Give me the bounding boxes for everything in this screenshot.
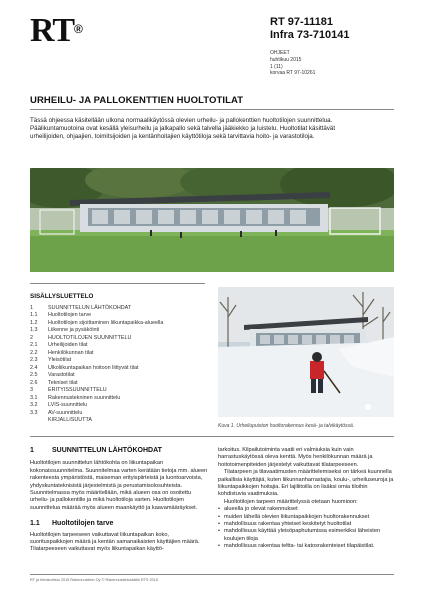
subsection-title: Huoltotilojen tarve bbox=[52, 520, 114, 528]
subsection-number: 1.1 bbox=[30, 520, 40, 528]
page-footer: RT ja Infrakortisto 2015 Rakennustieto Oy © Rakennustietosäätiö RTS 2015 bbox=[30, 578, 158, 582]
section-heading bbox=[30, 447, 208, 454]
meta-line: OHJEET bbox=[270, 50, 290, 56]
right-paragraph: Tilatarpeen ja tilavaatimusten määrittelemiseksi on tärkeä kuunnella paikallisia käyttäjiä, kuten liikunnanharrastajia, koulu-, urheiluseuroja ja liikuntapaikkojen hoitajia. Eri lajiliitoilla on lisäksi omia tiloihin kohdistuvia vaatimuksia. bbox=[218, 469, 394, 498]
toc-label: Henkilökunnan tilat bbox=[48, 349, 94, 356]
toc-item bbox=[30, 380, 205, 388]
list-item: • mahdollisuus rakentaa yhteiset keskitetyt huoltotilat bbox=[218, 521, 394, 528]
footer-divider bbox=[30, 574, 394, 575]
toc-label: AV-suunnittelu bbox=[48, 409, 83, 416]
field-building-photo bbox=[30, 168, 394, 272]
toc-item bbox=[30, 387, 205, 395]
toc-num: 2.4 bbox=[30, 364, 38, 371]
toc-num: 2.6 bbox=[30, 379, 38, 386]
main-photo bbox=[30, 168, 394, 272]
table-of-contents bbox=[30, 293, 205, 425]
toc-label: Huoltotilojen sijoittaminen liikuntapaikka-alueella bbox=[48, 319, 164, 326]
page-title: URHEILU- JA PALLOKENTTIEN HUOLTOTILAT bbox=[30, 95, 244, 106]
toc-num: 2.3 bbox=[30, 357, 38, 363]
toc-item bbox=[30, 357, 205, 365]
meta-line: huhtikuu 2015 bbox=[270, 56, 302, 63]
right-paragraph: tarkoitus. Kilpailutoiminta vaatii eri valmiuksia kuin vain harrastuskäytössä oleva kenttä. Myös henkilökunnan määrä ja hoitotoimenpiteiden järjestelyt vaikuttavat tilatarpeeseen. bbox=[218, 447, 373, 468]
toc-label: Huoltotilojen tarve bbox=[48, 312, 92, 318]
right-column bbox=[218, 447, 394, 551]
toc-num: 3.2 bbox=[30, 402, 38, 408]
rt-logo bbox=[30, 14, 82, 48]
toc-label: Rakennustekninen suunnittelu bbox=[48, 394, 121, 401]
section-title: SUUNNITTELUN LÄHTÖKOHDAT bbox=[52, 447, 162, 454]
list-item: • alueella jo olevat rakennukset bbox=[218, 506, 394, 513]
logo-registered-mark: ® bbox=[74, 22, 82, 36]
toc-item bbox=[30, 335, 205, 343]
meta-line: 1 (11) bbox=[270, 63, 283, 70]
section-divider bbox=[30, 436, 394, 437]
toc-num: 1.2 bbox=[30, 319, 38, 326]
toc-label: Varastotilat bbox=[48, 372, 75, 378]
toc-item bbox=[30, 305, 205, 313]
toc-item bbox=[30, 327, 205, 335]
toc-num: 2.5 bbox=[30, 372, 38, 378]
winter-photo bbox=[218, 287, 394, 417]
right-paragraph: Huoltotilojen tarpeen määrittelyssä otetaan huomioon: bbox=[224, 498, 358, 505]
left-column bbox=[30, 447, 208, 554]
toc-label: LVIS-suunnittelu bbox=[48, 402, 88, 408]
toc-label: HUOLTOTILOJEN SUUNNITTELU bbox=[48, 334, 132, 341]
toc-label: KIRJALLISUUTTA bbox=[48, 417, 92, 423]
toc-num: 2 bbox=[30, 334, 33, 341]
toc-item bbox=[30, 350, 205, 358]
list-item: • mahdollisuus käyttää yleisöpaphutumissa esimerkiksi läheisten koulujen tiloja bbox=[218, 528, 394, 543]
toc-item bbox=[30, 320, 205, 328]
toc-num: 3.1 bbox=[30, 394, 38, 401]
requirements-list bbox=[218, 506, 394, 550]
toc-label: Tekniset tilat bbox=[48, 379, 78, 386]
intro-paragraph: Tässä ohjeessa käsitellään ulkona normaalikäytössä olevien urheilu- ja pallokenttien huoltotilojen suunnittelua. Päälikuntamuotoina ovat kesällä yleisurheilu ja jalkapallo sekä talvella jääkiekko ja luistelu. Huoltotilat käsittävät urheilijoiden, ohjaajien, toimitsijoiden ja kentänhoitajien käyttötiloja sekä tarvittavia hoito- ja varastotiloja. bbox=[30, 117, 336, 141]
winter-field-photo bbox=[218, 287, 394, 417]
meta-line: korvaa RT 97-10261 bbox=[270, 70, 316, 77]
subsection-paragraph: Huoltotilojen tarpeeseen vaikuttavat liikuntapaikan koko, suorituspaikkojen määrä ja kentän samanaikaisten käyttäjien määrä. Tilatarpeeseen vaikuttavat myös liikuntapaikan käyttö- bbox=[30, 531, 200, 553]
toc-label: ERITYISSUUNNITTELU bbox=[48, 387, 107, 393]
toc-item bbox=[30, 417, 205, 425]
toc-label: Yleisötilat bbox=[48, 357, 72, 363]
toc-label: Ulkoliikuntapaikan hoitoon liittyvät tilat bbox=[48, 364, 139, 371]
toc-item bbox=[30, 342, 205, 350]
toc-num: 2.1 bbox=[30, 342, 38, 348]
list-item: • mahdollisuus rakentaa teltta- tai katosrakenteiset tilapäistilat. bbox=[218, 543, 394, 550]
toc-num: 3 bbox=[30, 387, 33, 393]
toc-divider bbox=[30, 283, 205, 284]
document-meta bbox=[270, 50, 315, 77]
section-number: 1 bbox=[30, 447, 34, 454]
toc-num: 3.3 bbox=[30, 409, 38, 416]
toc-num: 1 bbox=[30, 304, 33, 311]
toc-label: Liikenne ja pysäköinti bbox=[48, 327, 100, 333]
document-codes bbox=[270, 16, 350, 42]
logo-text: RT bbox=[30, 12, 75, 49]
toc-item bbox=[30, 402, 205, 410]
toc-item bbox=[30, 312, 205, 320]
toc-item bbox=[30, 395, 205, 403]
infra-code: Infra 73-710141 bbox=[270, 29, 350, 41]
toc-label: Urheilijoiden tilat bbox=[48, 342, 88, 348]
figure-caption: Kuva 1. Urheilupuiston huoltorakennus kesä- ja talvikäytössä. bbox=[218, 423, 355, 429]
toc-num: 2.2 bbox=[30, 349, 38, 356]
section-paragraph: Huoltotilojen suunnittelun lähtökohta on liikuntapaikan kokonaissuunnitelma. Suunnitelmaa varten kerätään tietoja mm. alueen rakenteesta ympäristöstä, maiseman erityispiirteistä ja luontoarvoista, yhdyskuntateknisistä järjestelmistä ja perustamisolosuhteista. Suunnitelmassa myös määritellään, mikä alueen osa on osoitettu urheilu- ja pallokentille ja mikä huoltotiloja varten. Huoltotilojen suunnittelua määrää myös alueen maankäyttö ja kaavamääräykset. bbox=[30, 460, 208, 511]
list-item: • muiden lähellä olevien liikuntapaikkojen huoltorakennukset bbox=[218, 514, 394, 521]
toc-item bbox=[30, 410, 205, 418]
title-divider bbox=[30, 109, 394, 110]
toc-label: SUUNNITTELUN LÄHTÖKOHDAT bbox=[48, 304, 132, 311]
toc-item bbox=[30, 365, 205, 373]
toc-heading: SISÄLLYSLUETTELO bbox=[30, 293, 94, 300]
subsection-heading bbox=[30, 520, 208, 527]
toc-item bbox=[30, 372, 205, 380]
rt-code: RT 97-11181 bbox=[270, 16, 333, 28]
toc-num: 1.1 bbox=[30, 312, 38, 318]
toc-num: 1.3 bbox=[30, 327, 38, 333]
